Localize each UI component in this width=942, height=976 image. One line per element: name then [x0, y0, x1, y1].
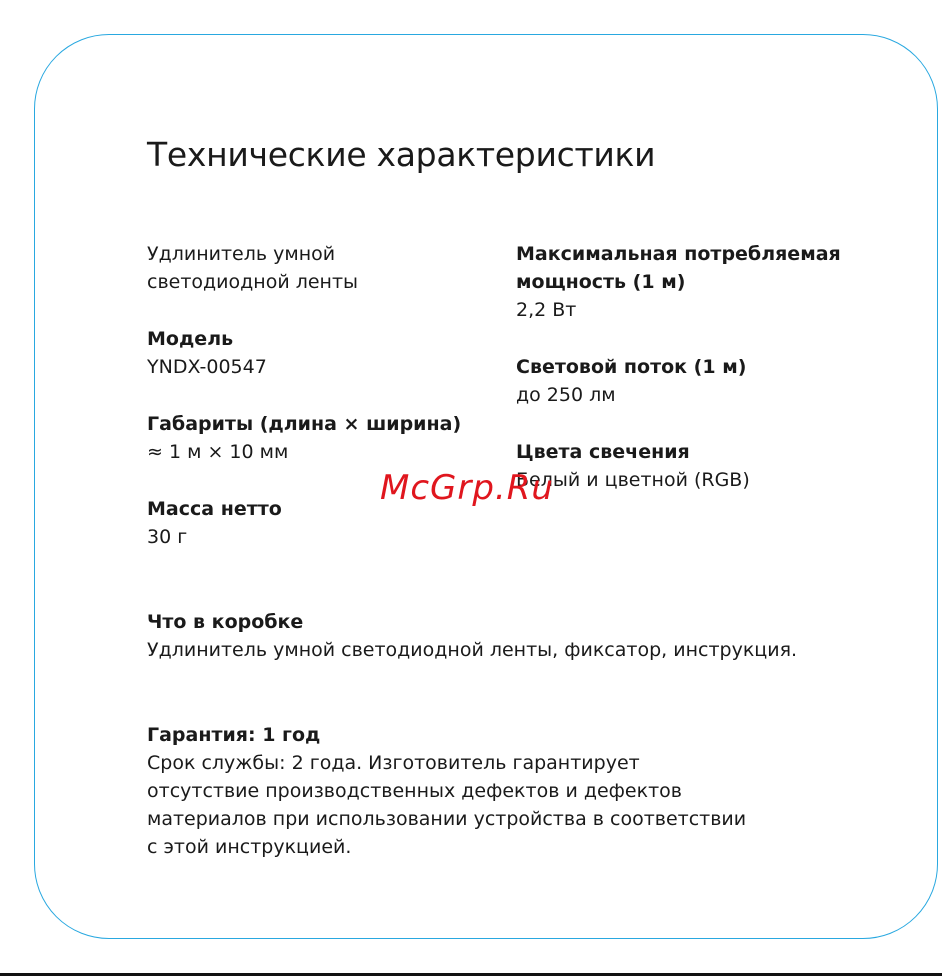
left-spec-column	[147, 240, 507, 580]
spec-weight-value: 30 г	[147, 526, 188, 548]
spec-colors-value: Белый и цветной (RGB)	[516, 469, 750, 491]
spec-power-value: 2,2 Вт	[516, 299, 577, 321]
spec-power-label: Максимальная потребляемая мощность (1 м)	[516, 243, 841, 293]
spec-weight-label: Масса нетто	[147, 498, 282, 520]
page-title: Технические характеристики	[147, 135, 656, 174]
spec-dimensions	[147, 410, 507, 466]
product-name	[147, 240, 507, 296]
product-name-text: Удлинитель умной светодиодной ленты	[147, 243, 359, 293]
spec-colors-label: Цвета свечения	[516, 441, 690, 463]
spec-luminous-flux	[516, 353, 916, 409]
box-contents-value: Удлинитель умной светодиодной ленты, фиксатор, инструкция.	[147, 639, 798, 661]
watermark-logo: McGrp.Ru	[380, 468, 554, 508]
spec-dimensions-label: Габариты (длина × ширина)	[147, 413, 462, 435]
spec-colors	[516, 438, 916, 494]
spec-model-value: YNDX-00547	[147, 356, 267, 378]
warranty-label: Гарантия: 1 год	[147, 724, 321, 746]
box-contents-section	[147, 608, 867, 664]
spec-model-label: Модель	[147, 328, 234, 350]
spec-luminous-flux-value: до 250 лм	[516, 384, 616, 406]
spec-dimensions-value: ≈ 1 м × 10 мм	[147, 441, 289, 463]
spec-model	[147, 325, 507, 381]
spec-luminous-flux-label: Световой поток (1 м)	[516, 356, 747, 378]
box-contents-label: Что в коробке	[147, 611, 304, 633]
warranty-section	[147, 721, 867, 861]
right-spec-column	[516, 240, 916, 523]
spec-power	[516, 240, 916, 324]
warranty-text: Срок службы: 2 года. Изготовитель гарантирует отсутствие производственных дефектов и дефектов материалов при использовании устройства в соответствии с этой инструкцией.	[147, 752, 747, 858]
